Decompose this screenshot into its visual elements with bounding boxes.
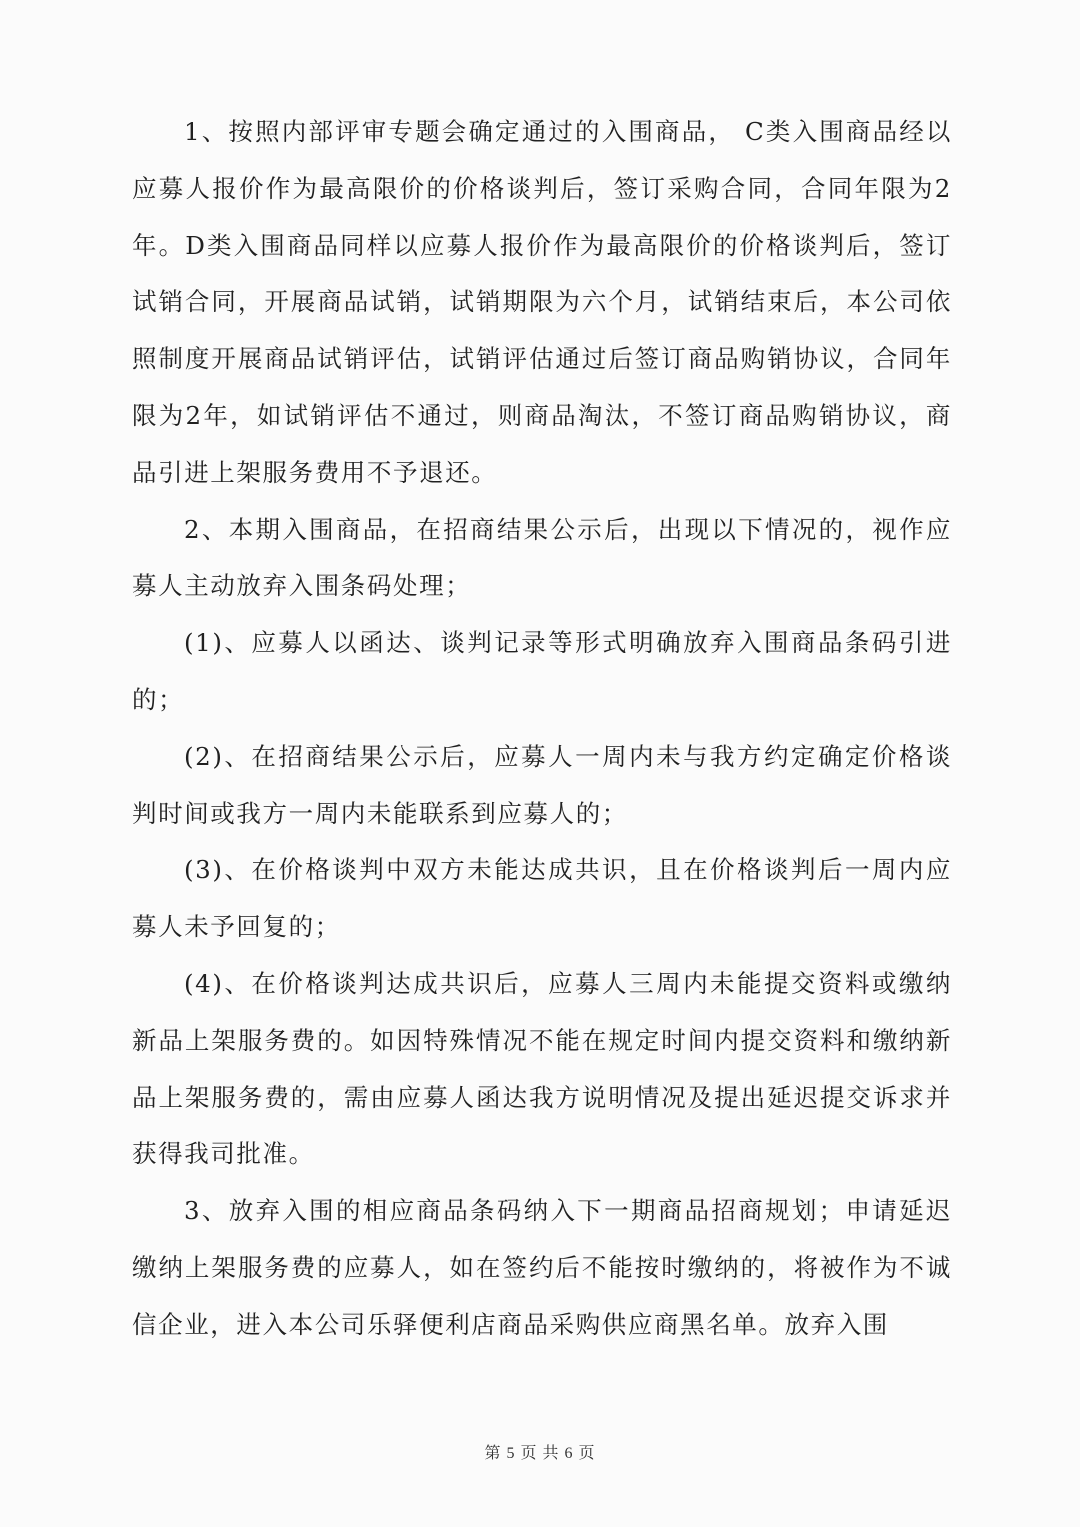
paragraph-item-4: (4)、在价格谈判达成共识后，应募人三周内未能提交资料或缴纳新品上架服务费的。如因特殊情况不能在规定时间内提交资料和缴纳新品上架服务费的，需由应募人函达我方说明情况及提出延迟提交诉求并获得我司批准。: [132, 968, 952, 1169]
page-number-footer: 第 5 页 共 6 页: [484, 1445, 596, 1462]
paragraph-item-1: (1)、应募人以函达、谈判记录等形式明确放弃入围商品条码引进的；: [132, 628, 952, 714]
paragraph-clause-2: 2、本期入围商品，在招商结果公示后，出现以下情况的，视作应募人主动放弃入围条码处理；: [132, 514, 952, 601]
document-body: [132, 104, 952, 1354]
paragraph-clause-1: 1、按照内部评审专题会确定通过的入围商品， C类入围商品经以应募人报价作为最高限价的价格谈判后，签订采购合同，合同年限为2年。D类入围商品同样以应募人报价作为最高限价的价格谈判后，签订试销合同，开展商品试销，试销期限为六个月，试销结束后，本公司依照制度开展商品试销评估，试销评估通过后签订商品购销协议，合同年限为2年，如试销评估不通过，则商品淘汰，不签订商品购销协议，商品引进上架服务费用不予退还。: [132, 117, 952, 487]
paragraph-item-2: (2)、在招商结果公示后，应募人一周内未与我方约定确定价格谈判时间或我方一周内未能联系到应募人的；: [132, 741, 952, 828]
paragraph-item-3: (3)、在价格谈判中双方未能达成共识，且在价格谈判后一周内应募人未予回复的；: [132, 855, 952, 942]
paragraph-clause-3: 3、放弃入围的相应商品条码纳入下一期商品招商规划；申请延迟缴纳上架服务费的应募人，如在签约后不能按时缴纳的，将被作为不诚信企业，进入本公司乐驿便利店商品采购供应商黑名单。放弃入围: [132, 1196, 952, 1339]
